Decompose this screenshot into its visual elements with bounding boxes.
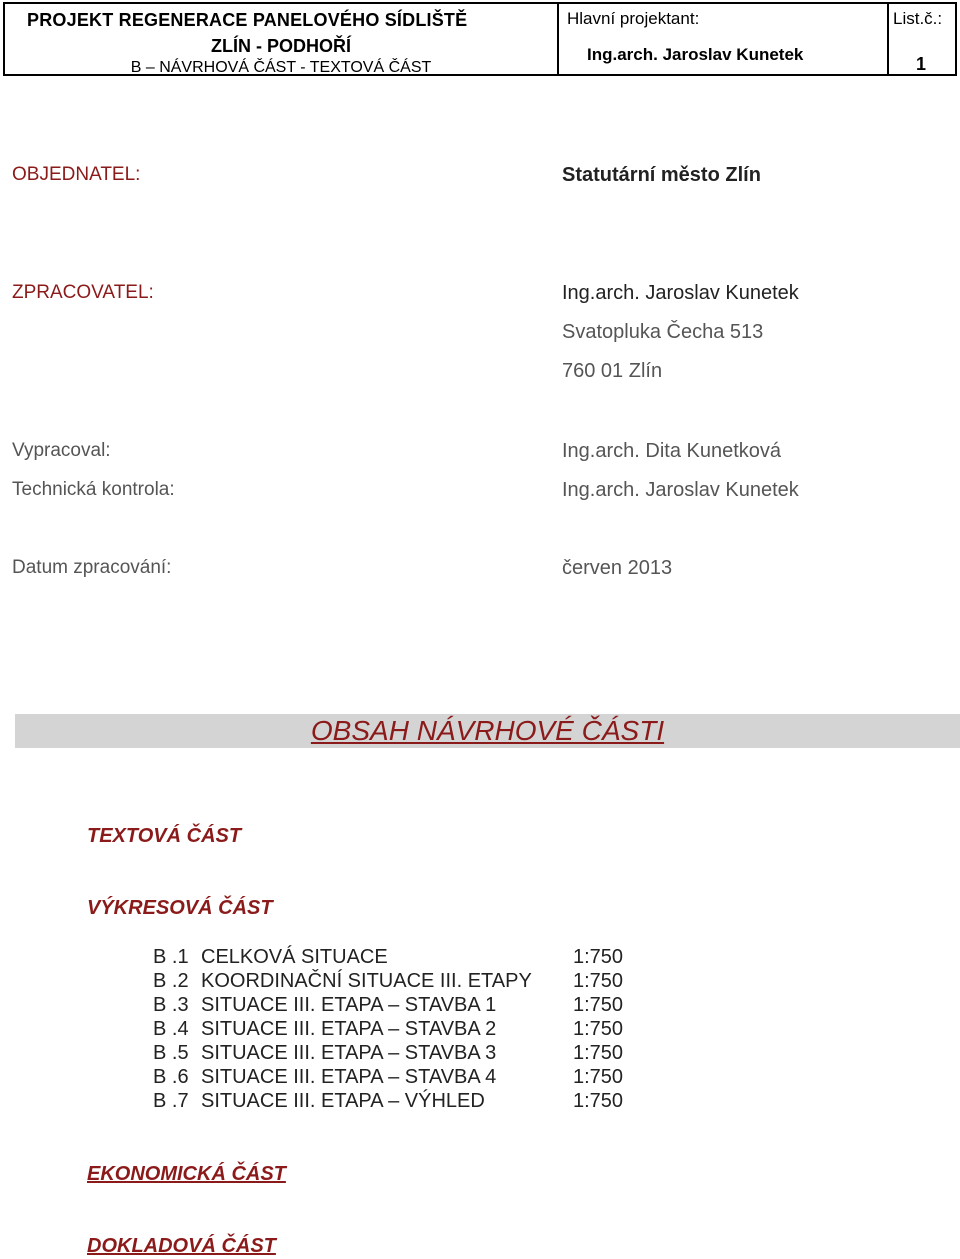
processor-label: ZPRACOVATEL: bbox=[12, 282, 154, 303]
economic-part-heading: EKONOMICKÁ ČÁST bbox=[87, 1163, 286, 1185]
project-title: PROJEKT REGENERACE PANELOVÉHO SÍDLIŠTĚ bbox=[27, 10, 468, 30]
project-city: ZLÍN - PODHOŘÍ bbox=[211, 36, 351, 56]
text-part-heading: TEXTOVÁ ČÁST bbox=[87, 825, 242, 847]
architect-label: Hlavní projektant: bbox=[567, 9, 700, 28]
client-value: Statutární město Zlín bbox=[562, 164, 761, 186]
drawing-scale: 1:750 bbox=[573, 946, 624, 968]
drawing-code: B .7 bbox=[153, 1090, 189, 1112]
project-info-cell bbox=[5, 4, 559, 74]
drawing-scale: 1:750 bbox=[573, 1066, 624, 1088]
drawing-name: CELKOVÁ SITUACE bbox=[201, 946, 388, 968]
drawing-name: SITUACE III. ETAPA – STAVBA 2 bbox=[201, 1018, 497, 1040]
drawing-scale: 1:750 bbox=[573, 1090, 624, 1112]
drawing-code: B .5 bbox=[153, 1042, 189, 1064]
drawing-scale: 1:750 bbox=[573, 1042, 624, 1064]
drawing-name: SITUACE III. ETAPA – STAVBA 4 bbox=[201, 1066, 497, 1088]
drawing-name: KOORDINAČNÍ SITUACE III. ETAPY bbox=[201, 970, 532, 992]
prepared-value: Ing.arch. Dita Kunetková bbox=[562, 440, 782, 462]
contents-title-bar bbox=[15, 714, 960, 748]
sheet-number: 1 bbox=[916, 54, 927, 74]
sheet-cell bbox=[889, 4, 955, 74]
drawing-code: B .4 bbox=[153, 1018, 189, 1040]
drawing-scale: 1:750 bbox=[573, 1018, 624, 1040]
check-value: Ing.arch. Jaroslav Kunetek bbox=[562, 479, 799, 501]
drawing-scale: 1:750 bbox=[573, 994, 624, 1016]
documents-part-heading: DOKLADOVÁ ČÁST bbox=[87, 1235, 276, 1257]
contents-title: OBSAH NÁVRHOVÉ ČÁSTI bbox=[310, 715, 665, 746]
drawing-name: SITUACE III. ETAPA – STAVBA 3 bbox=[201, 1042, 497, 1064]
architect-cell bbox=[559, 4, 889, 74]
project-part: B – NÁVRHOVÁ ČÁST - TEXTOVÁ ČÁST bbox=[130, 59, 432, 76]
drawing-name: SITUACE III. ETAPA – STAVBA 1 bbox=[201, 994, 497, 1016]
date-label: Datum zpracování: bbox=[12, 557, 172, 578]
sheet-label: List.č.: bbox=[893, 9, 943, 28]
drawing-scale: 1:750 bbox=[573, 970, 624, 992]
drawing-code: B .2 bbox=[153, 970, 189, 992]
processor-street: Svatopluka Čecha 513 bbox=[562, 321, 764, 343]
drawing-part-heading: VÝKRESOVÁ ČÁST bbox=[87, 897, 273, 919]
title-block bbox=[3, 2, 957, 76]
drawing-code: B .3 bbox=[153, 994, 189, 1016]
drawing-name: SITUACE III. ETAPA – VÝHLED bbox=[201, 1090, 485, 1112]
date-value: červen 2013 bbox=[562, 557, 673, 579]
client-label: OBJEDNATEL: bbox=[12, 164, 141, 185]
prepared-label: Vypracoval: bbox=[12, 440, 111, 461]
drawing-code: B .6 bbox=[153, 1066, 189, 1088]
check-label: Technická kontrola: bbox=[12, 479, 175, 500]
architect-name: Ing.arch. Jaroslav Kunetek bbox=[587, 45, 804, 64]
drawing-code: B .1 bbox=[153, 946, 189, 968]
processor-name: Ing.arch. Jaroslav Kunetek bbox=[562, 282, 799, 304]
processor-city: 760 01 Zlín bbox=[562, 360, 663, 382]
